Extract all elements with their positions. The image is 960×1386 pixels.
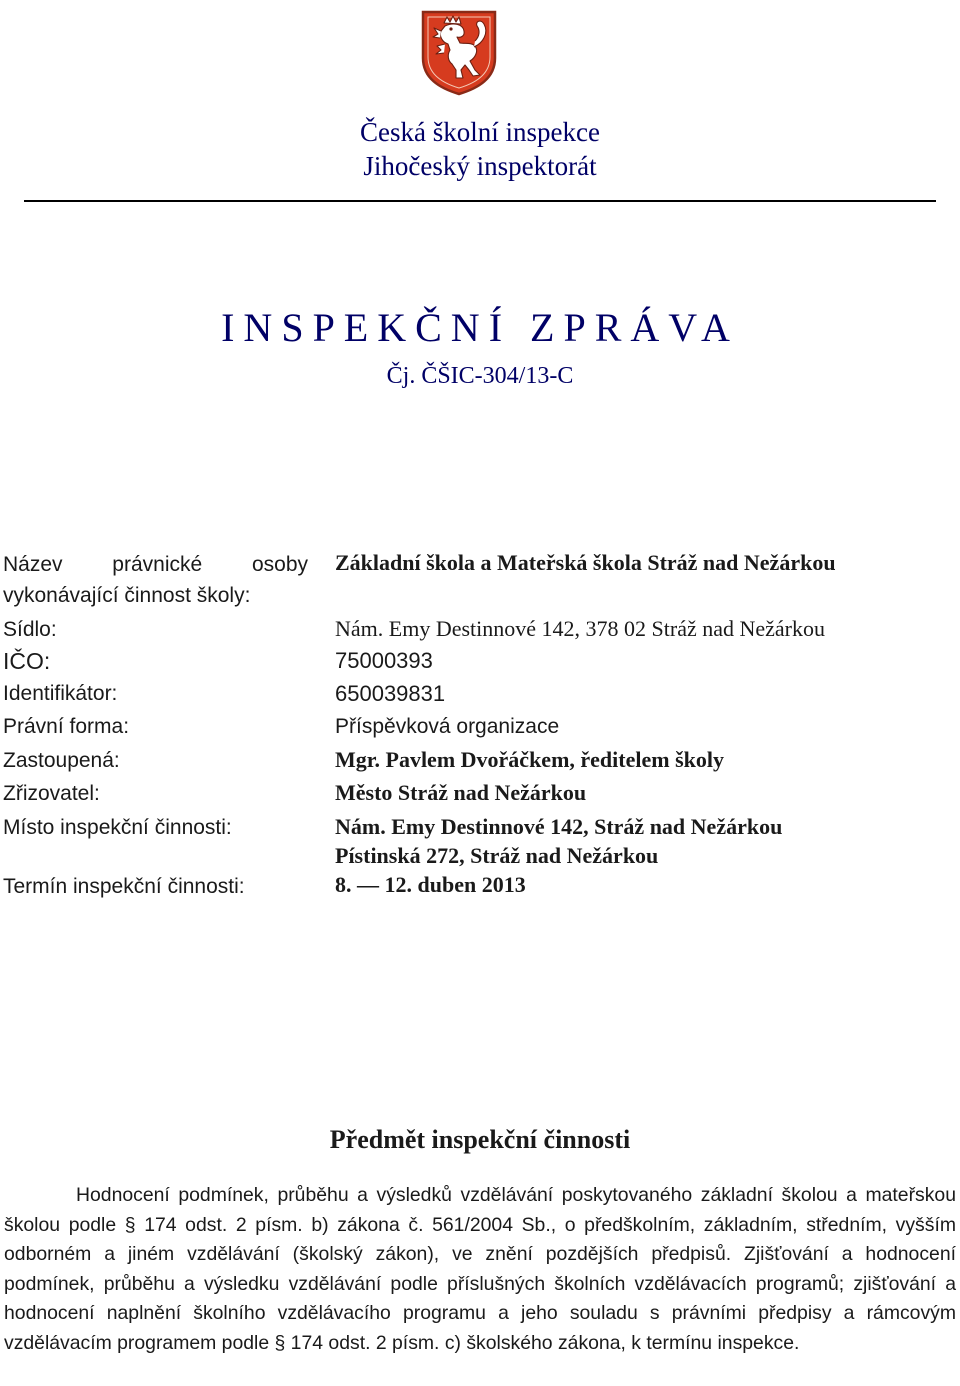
field-value-represented: Mgr. Pavlem Dvořáčkem, ředitelem školy (335, 747, 724, 772)
field-label-identifier: Identifikátor: (3, 682, 118, 705)
subject-paragraph: Hodnocení podmínek, průběhu a výsledků vzdělávání poskytovaného základní školou a mateřskou školou podle § 174 odst. 2 písm. b) zákona č. 561/2004 Sb., o předškolním, základním, středním, vyšším odborném a jiném vzdělávání (školský zákon), ve znění pozdějších předpisů. Zjišťování a hodnocení podmínek, průběhu a výsledku vzdělávání podle příslušných školních vzdělávacích programů; zjišťování a hodnocení naplnění školního vzdělávacího programu a jeho souladu s právními předpisy a rámcovým vzdělávacím programem podle § 174 odst. 2 písm. c) školského zákona, k termínu inspekce. (4, 1184, 956, 1354)
document-title: INSPEKČNÍ ZPRÁVA (221, 305, 739, 350)
field-value-ico: 75000393 (335, 648, 433, 673)
coat-of-arms-emblem (417, 6, 501, 96)
field-value-name: Základní škola a Mateřská škola Stráž nad Nežárkou (335, 550, 836, 575)
institution-name: Česká školní inspekce (360, 117, 600, 147)
field-value-inspection-date: 8. — 12. duben 2013 (335, 872, 526, 897)
field-value-inspection-place-2: Pístinská 272, Stráž nad Nežárkou (335, 843, 659, 868)
field-label-founder: Zřizovatel: (3, 782, 100, 805)
field-label-name-line1: Název právnické osoby (3, 553, 308, 576)
document-reference: Čj. ČŠIC-304/13-C (386, 363, 574, 389)
header-divider (24, 200, 936, 202)
field-value-founder: Město Stráž nad Nežárkou (335, 780, 587, 805)
field-label-ico: IČO: (3, 648, 51, 674)
field-value-identifier: 650039831 (335, 681, 446, 706)
inspectorate-name: Jihočeský inspektorát (363, 151, 597, 181)
field-label-inspection-place: Místo inspekční činnosti: (3, 816, 232, 839)
field-label-represented: Zastoupená: (3, 749, 120, 772)
field-label-seat: Sídlo: (3, 618, 57, 641)
field-label-name-line2: vykonávající činnost školy: (3, 584, 251, 607)
field-value-seat: Nám. Emy Destinnové 142, 378 02 Stráž nad Nežárkou (335, 616, 825, 641)
subject-heading: Předmět inspekční činnosti (329, 1125, 631, 1154)
field-label-inspection-date: Termín inspekční činnosti: (3, 875, 245, 898)
field-value-legal-form: Příspěvková organizace (335, 715, 560, 738)
field-value-inspection-place-1: Nám. Emy Destinnové 142, Stráž nad Nežárkou (335, 814, 783, 839)
field-label-legal-form: Právní forma: (3, 715, 130, 738)
